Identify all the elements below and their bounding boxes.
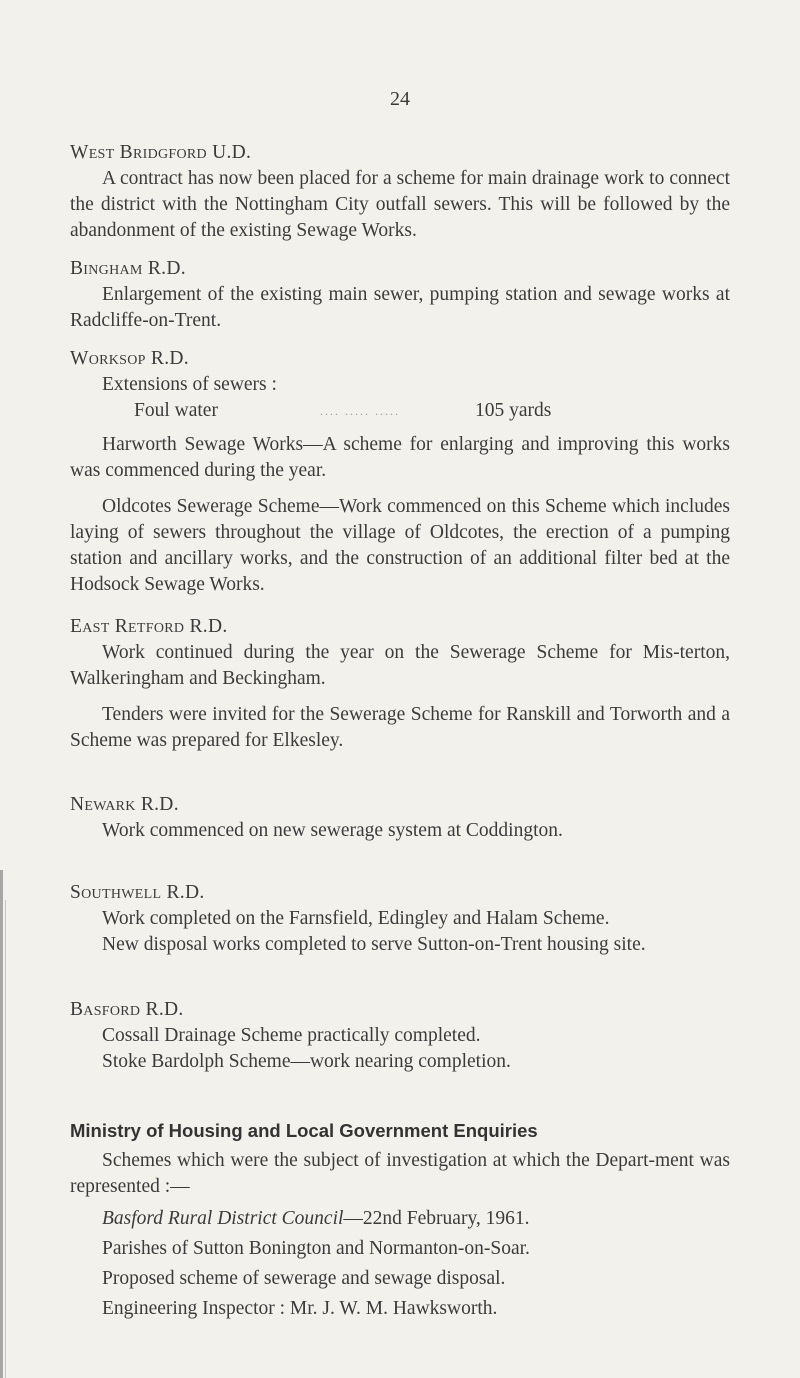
section-newark [70,792,730,844]
enquiry-line [70,1206,730,1232]
paragraph: Tenders were invited for the Sewerage Scheme for Ranskill and Torworth and a Scheme was prepared for Elkesley. [70,704,730,751]
foul-water-label: Foul water [134,400,218,421]
section-heading: Ministry of Housing and Local Government Enquiries [70,1120,538,1141]
section-ministry [70,1118,730,1322]
binding-edge [0,870,3,1378]
paragraph-oldcotes [70,494,730,598]
line: New disposal works completed to serve Sutton-on-Trent housing site. [102,934,646,955]
line: Cossall Drainage Scheme practically completed. [102,1025,481,1046]
line: Work completed on the Farnsfield, Edingley and Halam Scheme. [102,908,610,929]
section-west-bridgford [70,140,730,244]
paragraph: Work continued during the year on the Sewerage Scheme for Mis-terton, Walkeringham and Beckingham. [70,642,730,689]
section-heading: Southwell R.D. [70,882,205,903]
paragraph: Work commenced on new sewerage system at Coddington. [102,820,563,841]
section-worksop [70,346,730,424]
section-heading: West Bridgford U.D. [70,142,252,163]
section-east-retford [70,614,730,692]
foul-water-value: 105 yards [475,400,552,421]
line: Proposed scheme of sewerage and sewage disposal. [102,1268,506,1289]
paragraph: Harworth Sewage Works—A scheme for enlarging and improving this works was commenced during the year. [70,434,730,481]
council-name: Basford Rural District Council [102,1208,344,1229]
paragraph-tenders [70,702,730,754]
leader-dots: .... ..... ..... [320,404,400,418]
page-number: 24 [390,88,410,110]
line: Parishes of Sutton Bonington and Normanton-on-Soar. [102,1238,530,1259]
section-heading: Newark R.D. [70,794,179,815]
binding-edge [5,900,6,1378]
foul-water-row [70,398,730,424]
paragraph: Oldcotes Sewerage Scheme—Work commenced on this Scheme which includes laying of sewers throughout the village of Oldcotes, the erection of a pumping station and ancillary works, and the construction of an additional filter bed at the Hodsock Sewage Works. [70,496,730,595]
paragraph-harworth [70,432,730,484]
line: Stoke Bardolph Scheme—work nearing completion. [102,1051,511,1072]
paragraph: A contract has now been placed for a scheme for main drainage work to connect the district with the Nottingham City outfall sewers. This will be followed by the abandonment of the existing Sewage Works. [70,168,730,241]
enquiry-date: —22nd February, 1961. [343,1208,530,1229]
section-southwell [70,880,730,958]
paragraph: Enlargement of the existing main sewer, pumping station and sewage works at Radcliffe-on-Trent. [70,284,730,331]
section-basford [70,997,730,1075]
section-heading: Bingham R.D. [70,258,186,279]
paragraph: Schemes which were the subject of investigation at which the Depart-ment was represented :— [70,1150,730,1197]
section-bingham [70,256,730,334]
extensions-label: Extensions of sewers : [102,374,277,395]
section-heading: East Retford R.D. [70,616,228,637]
line: Engineering Inspector : Mr. J. W. M. Hawksworth. [102,1298,498,1319]
section-heading: Worksop R.D. [70,348,189,369]
section-heading: Basford R.D. [70,999,184,1020]
